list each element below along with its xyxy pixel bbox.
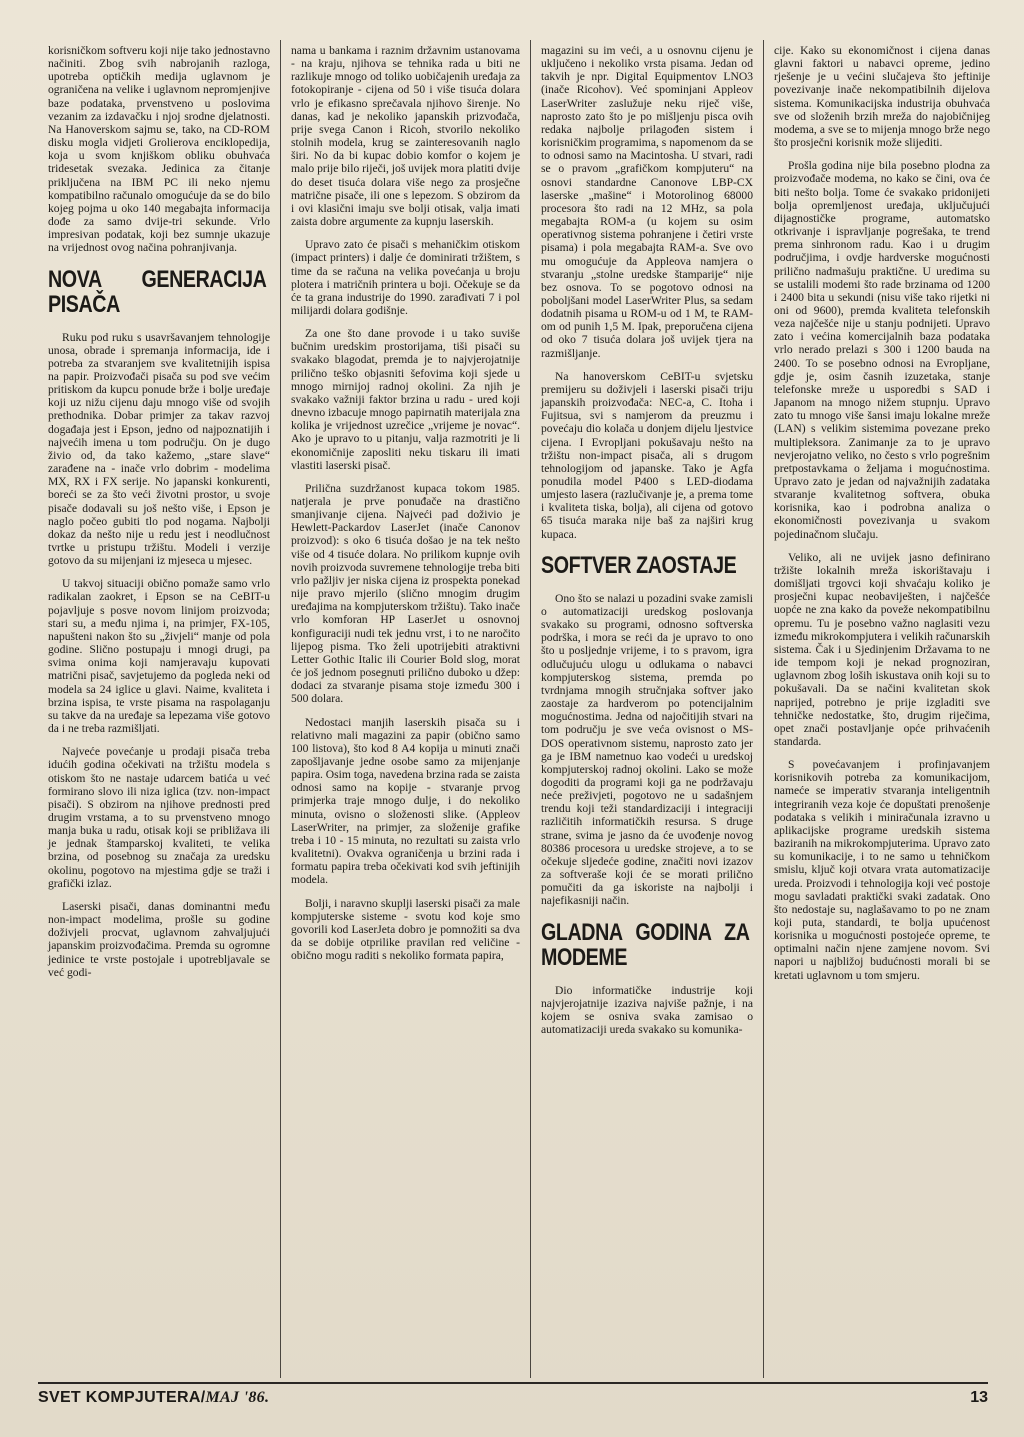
magazine-masthead [38,1389,269,1407]
article-paragraph: nama u bankama i raznim državnim ustanovama - na kraju, njihova se tehnika rada u biti ne razlikuje mnogo od toliko uobičajenih uređaja za fotokopiranje - cijena od 50 i više tisuća dolara vrlo je efikasno sprečavala njihovo širenje. No danas, kad je nekoliko japanskih prizvođača, prije svega Canon i Ricoh, stvorilo nekoliko stolnih modela, krug se zainteresovanih naglo širi. No da bi kupac dobio komfor o kojem je malo prije bilo riječi, još uvijek mora platiti dvije do deset tisuća dolara više nego za prosječne matrične pisače, ili one s lepezom. S obzirom da i ovi klasični imaju sve bolji otisak, valja imati zaista dobre argumente za kupnju laserskih. [291,44,520,229]
column-2 [280,40,530,1378]
article-columns [38,40,1000,1378]
column-4 [763,40,1000,1378]
article-paragraph: korisničkom softveru koji nije tako jednostavno načiniti. Zbog svih nabrojanih razloga, upotreba optičkih medija uglavnom je ograničena na velike i uglavnom nepromjenjive baze podataka, prvenstveno u poslovima vezanim za izdavačku i njoj srodne djelatnosti. Na Hanoverskom sajmu se, tako, na CD-ROM disku mogla vidjeti Grolierova enciklopedija, koja u svom knjiškom obliku obuhvaća tridesetak svezaka. Jedinica za čitanje priključena na IBM PC ili neko njemu kompatibilno računalo omogućuje da se do bilo kojeg pojma u oko 140 megabajta informacija dođe za samo dvije-tri sekunde. Vrlo impresivan podatak, koji bez sumnje ukazuje na vrijednost ovog načina pohranjivanja. [48,44,270,255]
article-paragraph: S povećavanjem i profinjavanjem korisnikovih potreba za komunikacijom, nameće se imperativ stvaranja inteligentnih integriranih veza koje će dopuštati prenošenje podataka s velikih i miniračunala izravno u aplikacijske programe uredskih sistema baziranih na mikrokompjuterima. Upravo zato su komunikacije, i to ne samo u tehničkom smislu, ključ koji otvara vrata automatizacije ureda. Proizvodi i tehnologija koji već postoje mogu savladati praktički svaki zadatak. Ono što nedostaje su, naglašavamo to po ne znam koji puta, standardi, te bolja upućenost korisnika u mogućnosti postojeće opreme, te optimalni način njene zamjene novom. Svi napori u najbližoj budućnosti morali bi se kretati uglavnom u tom smjeru. [774,758,990,982]
section-heading: NOVA GENERACIJA PISAČA [48,265,267,318]
column-1 [38,40,280,1378]
magazine-name: SVET KOMPJUTERA/ [38,1389,206,1406]
article-paragraph: Prilična suzdržanost kupaca tokom 1985. natjerala je prve ponuđače na drastično smanjivanje cijena. Najveći pad doživio je Hewlett-Packardov LaserJet (inače Canonov proizvod): s oko 6 tisuća došao je na tek nešto više od 4 tisuće dolara. No prilikom kupnje ovih novih proizvoda suvremene tehnologije treba biti vrlo pažljiv jer niska cijena iz prospekta ponekad nije pravo mjerilo (slično mnogim drugim uređajima na kompjuterskom tržištu). Tako inače vrlo komforan HP LaserJet u osnovnoj konfiguraciji nudi tek jednu vrst, i to ne naročito lijepog pisma. Tko želi upotrijebiti atraktivni Letter Gothic Italic ili Courier Bold slog, morat će još jednom posegnuti prilično duboko u džep: dodaci za stvaranje pisama stoje između 300 i 500 dolara. [291,481,520,706]
issue-date: MAJ '86. [205,1389,270,1406]
article-paragraph: Upravo zato će pisači s mehaničkim otiskom (impact printers) i dalje će dominirati tržištem, s time da se računa na velika povećanja u broju plotera i matričnih printera u boji. Očekuje se da će ta grana industrije do 1990. zarađivati 7 i pol milijardi dolara godišnje. [291,238,520,317]
article-paragraph: magazini su im veći, a u osnovnu cijenu je uključeno i nekoliko vrsta pisama. Jedan od takvih je npr. Digital Equipmentov LNO3 (inače Ricohov). Već spominjani Appleov LaserWriter zaslužuje neku riječ više, naprosto zato što je po mišljenju pisca ovih redaka najbolje prilagođen sistem i korisničkim programima, s napomenom da se to odnosi samo na Macintosha. U stvari, radi se o pravom „grafičkom kompjuteru“ na osnovi standardne Canonove LBP-CX laserske „mašine“ i Motorolinog 68000 procesora što radi na 12 MHz, sa pola megabajta ROM-a (u kojem su osim operativnog sistema pohranjene i četiri vrste pisama) i pola megabajta RAM-a. Sve ovo mu omogućuje da Appleova namjera o stvaranju „stolne uredske štamparije“ nije bez osnova. To se pogotovo odnosi na poboljšani model LaserWriter Plus, sa sedam dodatnih pisama u ROM-u od 1 M, te RAM-om od punih 1,5 M. Ipak, preporučena cijena od oko 7 tisuća dolara još uvijek tjera na razmišljanje. [541,44,753,360]
article-paragraph: Veliko, ali ne uvijek jasno definirano tržište lokalnih mreža iskorištavaju i domišljati trgovci koji shvaćaju koliko je prosječni kupac neobaviješten, i najčešće uopće ne zna kako da poveže nekompatibilnu opremu. Tu je posebno važno naglasiti vezu između mikrokompjutera i velikih računarskih sistema. Čak i u Sjedinjenim Državama to ne ide tempom koji je nekad prognoziran, uglavnom zbog loših iskustava onih koji su to pokušavali. Da se načini kvalitetan skok naprijed, potrebno je prije izgladiti sve tehničke nedostatke, što, drugim riječima, opet znači postavljanje opće prihvaćenih standarda. [774,550,990,748]
article-paragraph: Prošla godina nije bila posebno plodna za proizvođače modema, no kako se čini, ova će biti nešto bolja. Tome će svakako pridonijeti bolja opremljenost uređaja, uključujući dijagnostičke programe, automatsko otkrivanje i ispravljanje pogrešaka, te trend prema sinhronom radu. Kao i u drugim područjima, i ovdje hardverske mogućnosti prilično nadmašuju praktične. U uredima su se ustalili modemi što rade brzinama od 1200 i 2400 bita u sekundi (nisu više tako rijetki ni oni od 9600), premda kvaliteta telefonskih veza najčešće nije u stanju podnijeti. Upravo zato i većina komercijalnih baza podataka vrlo nerado prelazi s 300 i 1200 bauda na 2400. To se posebno odnosi na Evropljane, gdje je, osim časnih izuzetaka, stanje telefonske mreže u usporedbi s SAD i Japanom na mnogo nižem stupnju. Upravo zato tu mnogo više šansi imaju lokalne mreže (LAN) s velikim sistemima povezane preko multipleksora. Zanimanje za to je upravo nevjerojatno veliko, no često s vrlo pogrešnim pretpostavkama o željama i mogućnostima. Upravo zato je jedan od najvažnijih zadataka stvaranje kvalitetnog softvera, obuka korisnika, kao i podrobna analiza o ekonomičnosti povezivanja u svakom pojedinačnom slučaju. [774,159,990,541]
page-footer [38,1382,988,1412]
article-paragraph: Na hanoverskom CeBIT-u svjetsku premijeru su doživjeli i laserski pisači triju japanskih proizvođača: NEC-a, C. Itoha i Fujitsua, svi s namjerom da preuzmu i povećaju dio kolača u donjem dijelu ljestvice cijena. I Evropljani pokušavaju nešto na tržištu non-impact pisača, ali s drugom tehnologijom od japanske. Tako je Agfa ponudila model P400 s LED-diodama umjesto lasera (razlučivanje je, a prema tome i kvaliteta tiska, bolja), ali cijena od gotovo 65 tisuća maraka nije baš za najširi krug kupaca. [541,369,753,541]
article-paragraph: U takvoj situaciji obično pomaže samo vrlo radikalan zaokret, i Epson se na CeBIT-u pojavljuje s posve novom linijom proizvoda; stari su, a među njima i, na primjer, FX-105, napušteni nakon što su „živjeli“ manje od pola godine. Slično postupaju i mnogi drugi, pa svima onima koji namjeravaju kupovati matrični pisač, savjetujemo da pogleda neki od modela sa 24 iglice u glavi. Naime, kvaliteta i brzina ispisa, te vrste pisama na raspolaganju su takve da na uređaje sa lepezama više gotovo da i ne treba razmišljati. [48,577,270,736]
section-heading: SOFTVER ZAOSTAJE [541,551,737,579]
article-paragraph: Dio informatičke industrije koji najvjerojatnije izaziva najviše pažnje, i na kojem se osniva svaka zamisao o automatizaciji ureda svakako su komunika- [541,983,753,1036]
article-paragraph: Ruku pod ruku s usavršavanjem tehnologije unosa, obrade i spremanja informacija, ide i potreba za stvaranjem sve kvalitetnijih ispisa na papir. Proizvođači pisača su pod sve većim pritiskom da kupcu ponude brže i bolje uređaje koji uz nižu cijenu daju mnogo više od svojih prethodnika. Dobar primjer za takav razvoj događaja jest i Epson, jedno od najpoznatijih i najvećih imena u tom području. On je dugo živio od, da tako kažemo, „stare slave“ zarađene na - inače vrlo dobrim - modelima MX, RX i FX serije. No japanski konkurenti, boreći se za što veći životni prostor, u svoje pisače dodavali su još nešto više, i Epson je naglo počeo gubiti tlo pod nogama. Najbolji dokaz da nešto nije u redu jest i neodlučnost tvrtke u pristupu tržištu. Modeli i verzije gotovo da su mijenjani iz mjeseca u mjesec. [48,330,270,568]
article-paragraph: cije. Kako su ekonomičnost i cijena danas glavni faktori u nabavci opreme, jedino rješenje je u većini slučajeva što jeftinije povezivanje inače nekompatibilnih dijelova sistema. Komunikacijska industrija obuhvaća sve od složenih brzih mreža do najobičnijeg modema, a sve se to mijenja mnogo brže nego što prosječni korisnik može slijediti. [774,44,990,150]
column-3 [530,40,763,1378]
article-paragraph: Bolji, i naravno skuplji laserski pisači za male kompjuterske sisteme - svotu kod koje smo govorili kod LaserJeta dobro je pomnožiti sa dva da se dobije otprilike pravilan red veličine - obično mogu raditi s nekoliko formata papira, [291,896,520,963]
article-paragraph: Za one što dane provode i u tako suviše bučnim uredskim prostorijama, tiši pisači su svakako blagodat, premda je to najvjerojatnije prilično teško objasniti šefovima koji sjede u mnogo mirnijoj radnoj okolini. Za njih je svakako važniji faktor brzina u radu - ured koji dnevno izbacuje mnogo papirnatih materijala zna kolika je vrijednost uzrečice „vrijeme je novac“. Ako je upravo to u pitanju, valja razmotriti je li ekonomičnije zaposliti neku tiskaru ili imati vlastiti laserski pisač. [291,327,520,472]
article-paragraph: Ono što se nalazi u pozadini svake zamisli o automatizaciji uredskog poslovanja svakako su programi, odnosno softverska podrška, i mora se reći da je upravo to ono što u posljednje vrijeme, i to s pravom, igra odlučujuću ulogu u odlukama o nabavci kompjuterskog sistema, premda po tvrdnjama mnogih stručnjaka softver jako zaostaje za hardverom po potencijalnim mogućnostima. Jedna od najočitijih stvari na tom području je sve veća ovisnost o MS-DOS operativnom sistemu, naprosto zato jer ga je IBM nametnuo kao vodeći u uredskoj kompjuterskoj radnoj okolini. Lako se može dogoditi da programi koji ga ne podržavaju neće preživjeti, pogotovo ne u sadašnjem trendu koji teži standardizaciji i integraciji različitih informatičkih resursa. S druge strane, svima je jasno da će uvođenje novog 80386 procesora u uredske strojeve, a to se očekuje sljedeće godine, značiti novi izazov za softveraše koji će se morati prilično pomučiti da ga iskoriste na najbolji i najefikasniji način. [541,591,753,908]
article-paragraph: Najveće povećanje u prodaji pisača treba idućih godina očekivati na tržištu modela s otiskom što ne nastaje udarcem batića u već formirano slovo ili niza iglica (tzv. non-impact pisači). S obzirom na njihove prednosti pred drugim vrstama, a to su prvenstveno mnogo manja buka u radu, otisak koji se približava ili je jednak štamparskoj kvaliteti, te velika brzina, od posebnog su značaja za uredsku okolinu, pogotovo na mjestima gdje se traži i grafički izlaz. [48,745,270,890]
article-paragraph: Nedostaci manjih laserskih pisača su i relativno mali magazini za papir (obično samo 100 listova), što kod 8 A4 kopija u minuti znači zapošljavanje jedne osobe samo za mijenjanje papira. Osim toga, navedena brzina rada se zaista odnosi samo na kopije - stvaranje prvog primjerka traje mnogo dulje, i do nekoliko minuta, ovisno o složenosti slike. (Appleov LaserWriter, na primjer, za složenije grafike treba i 10 - 15 minuta, no rezultati su zaista vrlo kvalitetni). Ovakva ograničenja u brzini rada i formatu papira treba očekivati kod svih jeftinijih modela. [291,715,520,887]
article-paragraph: Laserski pisači, danas dominantni među non-impact modelima, prošle su godine doživjeli procvat, uglavnom zahvaljujući japanskim proizvođačima. Premda su ogromne jedinice te vrste postojale i upotrebljavale se već godi- [48,899,270,979]
page-number: 13 [970,1389,988,1406]
section-heading: GLADNA GODINA ZA MODEME [541,918,750,971]
